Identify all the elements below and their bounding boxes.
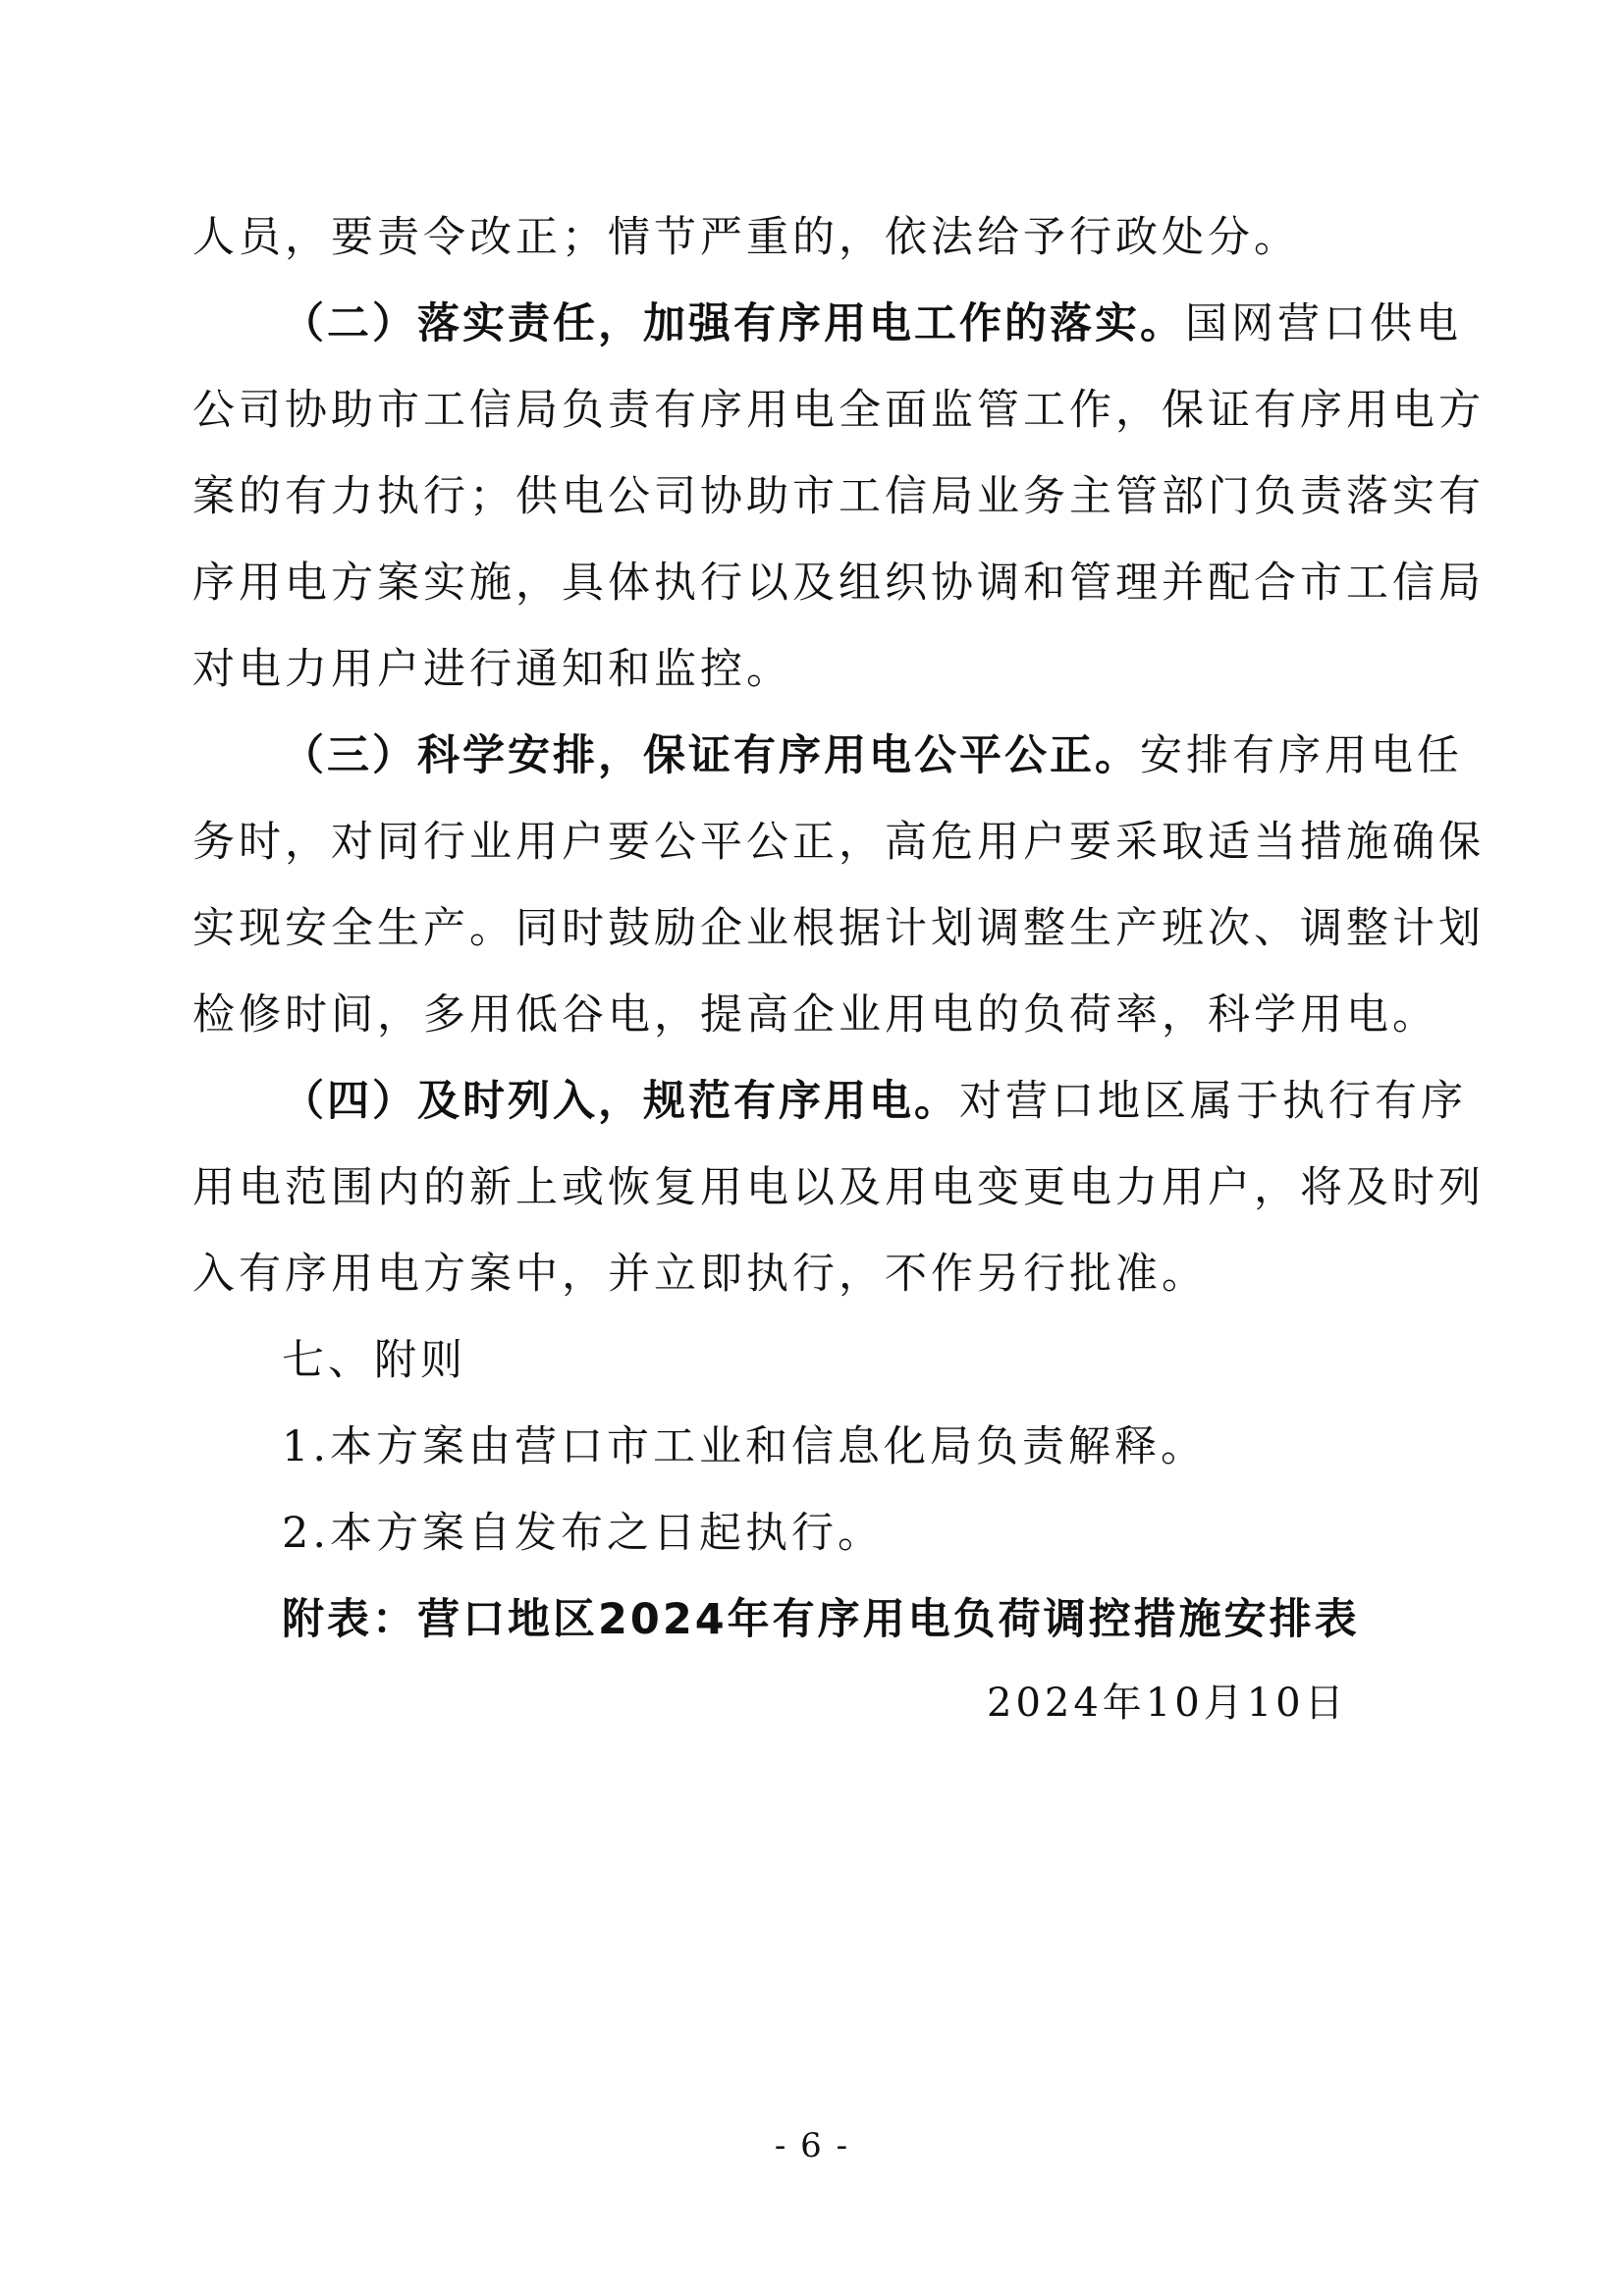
paragraph-line: 对电力用户进行通知和监控。 bbox=[192, 645, 792, 694]
paragraph-text: 国网营口供电 bbox=[1185, 299, 1462, 348]
paragraph-line bbox=[282, 295, 1539, 352]
section-heading: 七、附则 bbox=[282, 1336, 466, 1385]
list-item: 1.本方案由营口市工业和信息化局负责解释。 bbox=[282, 1422, 1208, 1471]
paragraph-heading: （四）及时列入，规范有序用电。 bbox=[282, 1077, 959, 1126]
paragraph-heading: （二）落实责任，加强有序用电工作的落实。 bbox=[282, 299, 1185, 348]
paragraph-line bbox=[282, 727, 1539, 784]
paragraph-line: 入有序用电方案中，并立即执行，不作另行批准。 bbox=[192, 1250, 1208, 1299]
paragraph-text: 安排有序用电任 bbox=[1140, 731, 1463, 780]
paragraph-line: 用电范围内的新上或恢复用电以及用电变更电力用户，将及时列 bbox=[192, 1163, 1485, 1212]
paragraph-line: 实现安全生产。同时鼓励企业根据计划调整生产班次、调整计划 bbox=[192, 904, 1485, 953]
paragraph-line: 务时，对同行业用户要公平公正，高危用户要采取适当措施确保 bbox=[192, 818, 1485, 867]
page-number: - 6 - bbox=[774, 2126, 850, 2165]
attachment-title: 附表：营口地区2024年有序用电负荷调控措施安排表 bbox=[282, 1595, 1360, 1644]
paragraph-line: 序用电方案实施，具体执行以及组织协调和管理并配合市工信局 bbox=[192, 559, 1485, 608]
paragraph-heading: （三）科学安排，保证有序用电公平公正。 bbox=[282, 731, 1140, 780]
paragraph-line bbox=[282, 1073, 1539, 1130]
paragraph-line: 人员，要责令改正；情节严重的，依法给予行政处分。 bbox=[192, 213, 1300, 262]
list-item: 2.本方案自发布之日起执行。 bbox=[282, 1509, 885, 1558]
paragraph-line: 检修时间，多用低谷电，提高企业用电的负荷率，科学用电。 bbox=[192, 990, 1438, 1040]
document-date: 2024年10月10日 bbox=[987, 1681, 1348, 1726]
paragraph-line: 案的有力执行；供电公司协助市工信局业务主管部门负责落实有 bbox=[192, 472, 1485, 521]
paragraph-text: 对营口地区属于执行有序 bbox=[959, 1077, 1467, 1126]
paragraph-line: 公司协助市工信局负责有序用电全面监管工作，保证有序用电方 bbox=[192, 386, 1485, 435]
